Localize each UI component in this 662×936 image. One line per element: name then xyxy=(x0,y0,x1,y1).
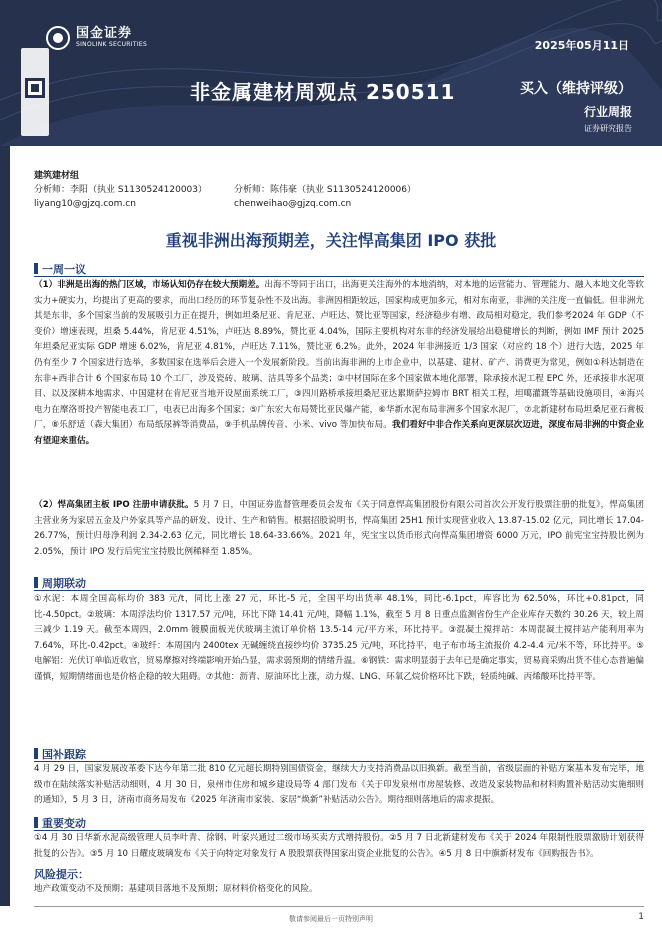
analyst-group: 建筑建材组 xyxy=(34,171,80,181)
analyst-2-email[interactable]: chenweihao@gjzq.com.cn xyxy=(234,199,352,209)
banner-decoration xyxy=(0,0,662,146)
section-week-title xyxy=(34,261,86,277)
paragraph-africa-body: 出海不等同于出口，出海更关注海外的本地消纳，对本地的运营能力、管理能力、融入本地文化等软实力+硬实力，均提出了更高的要求，而出口经历的环节复杂性不及出海。非洲因相距较远，国家构成更加多元，相对东南亚，非洲的关注度一直偏低。但非洲尤其是东非，多个国家当前的发展吸引力正在提升，例如坦桑尼亚、肯尼亚、卢旺达、赞比亚等国家，经济稳步有增、政局相对稳定，我们参考2024 年 GDP（不变价）增速表现，坦桑 5.44%，肯尼亚 4.51%，卢旺达 8.89%，赞比亚 4.04%，国际主要机构对东非的经济发展给出稳健增长的判断，例如 IMF 预计 2025 年坦桑尼亚实际 GDP 增速 6.02%，肯尼亚 4.81%，卢旺达 7.11%，赞比亚 6.2%。此外，2024 年非洲接近 1/3 国家（对应约 18 个）进行大选，2025 年仍有至少 7 个国家进行选举，多数国家在选举后会进入一个发展新阶段。当前出海非洲的上市企业中，以基建、建材、矿产、消费更为常见，例如①科达制造在东非+西非合计 6 个国家布局 10 个工厂，涉及瓷砖、玻璃、洁具等多个品类；②中材国际在多个国家做本地化部署，除承接水泥工程 EPC 外，还承接非水泥项目、以及深耕本地需求、中国建材在肯尼亚当地开设屋面系统工厂，③四川路桥承接坦桑尼亚达累斯萨拉姆市 BRT 相关工程，坦噶灌溉等基础设施项目，④海兴电力在摩洛哥投产智能电表工厂，电表已出海多个国家；⑤广东宏大布局赞比亚民爆产能，⑥华新水泥布局非洲多个国家水泥厂，⑦北新建材布局坦桑尼亚石膏板厂，⑧乐舒适（森大集团）布局纸尿裤等消费品，⑨手机品牌传音、小米、vivo 等加快布局。 xyxy=(34,280,644,431)
report-type: 行业周报 xyxy=(583,105,632,119)
analyst-block xyxy=(34,169,416,211)
section-week-label: 一周一议 xyxy=(42,263,86,276)
left-sidebar-bar xyxy=(0,146,10,906)
section-risk-title xyxy=(34,866,89,882)
report-subtitle: 证券研究报告 xyxy=(584,124,632,133)
section-data-title xyxy=(34,575,86,591)
section-risk-label: 风险提示： xyxy=(34,868,89,881)
rating-label: 买入（维持评级） xyxy=(520,81,632,97)
footer-divider xyxy=(34,906,644,907)
paragraph-changes: ①4 月 30 日华新水泥高级管理人员李叶青、徐钢、叶家兴通过二级市场买卖方式增持股份。②5 月 7 日北新建材发布《关于 2024 年限制性股票激励计划获得批复的公告》。③5 月 10 日耀皮玻璃发布《关于向特定对象发行 A 股股票获得国家出资企业批复的公告》。④5 月 8 日中旗新材发布《回购报告书》。 xyxy=(34,833,644,859)
paragraph-africa xyxy=(34,278,644,450)
paragraph-africa-tail: 我们看好中非合作关系向更深层次迈进，深度布局非洲的中资企业有望迎来重估。 xyxy=(34,420,644,446)
report-title: 非金属建材周观点 250511 xyxy=(190,80,456,104)
section-changes-title xyxy=(34,815,86,831)
company-logo xyxy=(46,26,147,50)
section-subsidy-title xyxy=(34,746,86,762)
logo-en: SINOLINK SECURITIES xyxy=(76,41,148,48)
logo-icon xyxy=(46,26,70,50)
analyst-1-email[interactable]: liyang10@gjzq.com.cn xyxy=(34,199,136,209)
section-divider xyxy=(34,590,644,591)
qr-code-icon xyxy=(21,48,49,136)
section-data-label: 周期联动 xyxy=(42,577,86,590)
footer-disclaimer[interactable]: 敬请参阅最后一页特别声明 xyxy=(289,915,373,923)
paragraph-hangao-body: 5 月 7 日，中国证券监督管理委员会发布《关于同意悍高集团股份有限公司首次公开发行股票注册的批复》，悍高集团主营业务为家居五金及户外家具等产品的研发、设计、生产和销售。根据招股说明书，悍高集团 25H1 预计实现营业收入 13.87-15.02 亿元，同比增长 17.04-26.77%，预计归母净利润 2.34-2.63 亿元，同比增长 18.64-33.66%。2021 年，宪宝宝以货币形式向悍高集团增资 6000 万元，IPO 前宪宝宝持股比例为 2.05%，预计 IPO 发行后宪宝宝持股比例稀释至 1.85%。 xyxy=(34,500,644,557)
report-date: 2025年05月11日 xyxy=(534,39,629,52)
paragraph-cycle: ①水泥：本周全国高标均价 383 元/t，同比上涨 27 元，环比-5 元，全国平均出货率 48.1%，同比-6.1pct，库容比为 62.50%，环比+0.81pct，同比-4.50pct。②玻璃：本周浮法均价 1317.57 元/吨，环比下降 14.41 元/吨，降幅 1.1%，截至 5 月 8 日重点监测省份生产企业库存天数约 30.26 天，较上周三减少 1.19 天。截至本周四，2.0mm 镀膜面板光伏玻璃主流订单价格 13.5-14 元/平方米，环比持平。③混凝土搅拌站：本周混凝土搅拌站产能利用率为 7.64%，环比-0.42pct。④玻纤：本周国内 2400tex 无碱缠绕直接纱均价 3735.25 元/吨，环比持平，电子布市场主流报价 4.2-4.4 元/米不等，环比持平。⑤电解铝：光伏订单临近收官，贸易摩擦对终端影响开始凸显，需求弱预期的情绪升温。⑥钢铁：需求明显弱于去年已是确定事实，贸易商采购出货不佳心态普遍偏谨慎，短期情绪面也是价格企稳的较大阻碍。⑦其他：沥青、原油环比上涨，动力煤、LNG、环氧乙烷价格环比下跌，轻质纯碱、丙烯酸环比持平等。 xyxy=(34,594,644,682)
page-number: 1 xyxy=(638,912,644,922)
logo-cn: 国金证券 xyxy=(76,26,133,41)
section-marker xyxy=(34,817,38,828)
section-subsidy-label: 国补跟踪 xyxy=(42,748,86,761)
paragraph-subsidy: 4 月 29 日，国家发展改革委下达今年第二批 810 亿元超长期特别国债资金，继续大力支持消费品以旧换新。截至当前，省级层面的补贴方案基本发布完毕，地级市在陆续落实补贴活动细则，4 月 30 日，泉州市住房和城乡建设局等 4 部门发布《关于印发泉州市房屋装修、改造及家装物品和材料购置补贴活动实施细则的通知》，5 月 3 日，济南市商务局发布《2025 年济南市家装、家居“焕新”补贴活动公告》。期待细则落地后的需求提振。 xyxy=(34,764,644,806)
paragraph-hangao xyxy=(34,498,644,560)
header-banner xyxy=(0,0,662,146)
section-marker xyxy=(34,263,38,274)
section-marker xyxy=(34,577,38,588)
analyst-1-name: 分析师：李阳（执业 S1130524120003） xyxy=(34,185,208,195)
analyst-2-name: 分析师：陈伟豪（执业 S1130524120006） xyxy=(234,185,417,195)
section-marker xyxy=(34,748,38,759)
section-changes-label: 重要变动 xyxy=(42,817,86,830)
section-divider xyxy=(34,276,644,277)
paragraph-africa-lead: （1）非洲是出海的热门区域，市场认知仍存在较大预期差。 xyxy=(34,280,265,290)
headline: 重视非洲出海预期差，关注悍高集团 IPO 获批 xyxy=(165,231,497,250)
paragraph-hangao-lead: （2）悍高集团主板 IPO 注册申请获批。 xyxy=(34,500,194,510)
paragraph-risk: 地产政策变动不及预期；基建项目落地不及预期；原材料价格变化的风险。 xyxy=(34,884,318,894)
